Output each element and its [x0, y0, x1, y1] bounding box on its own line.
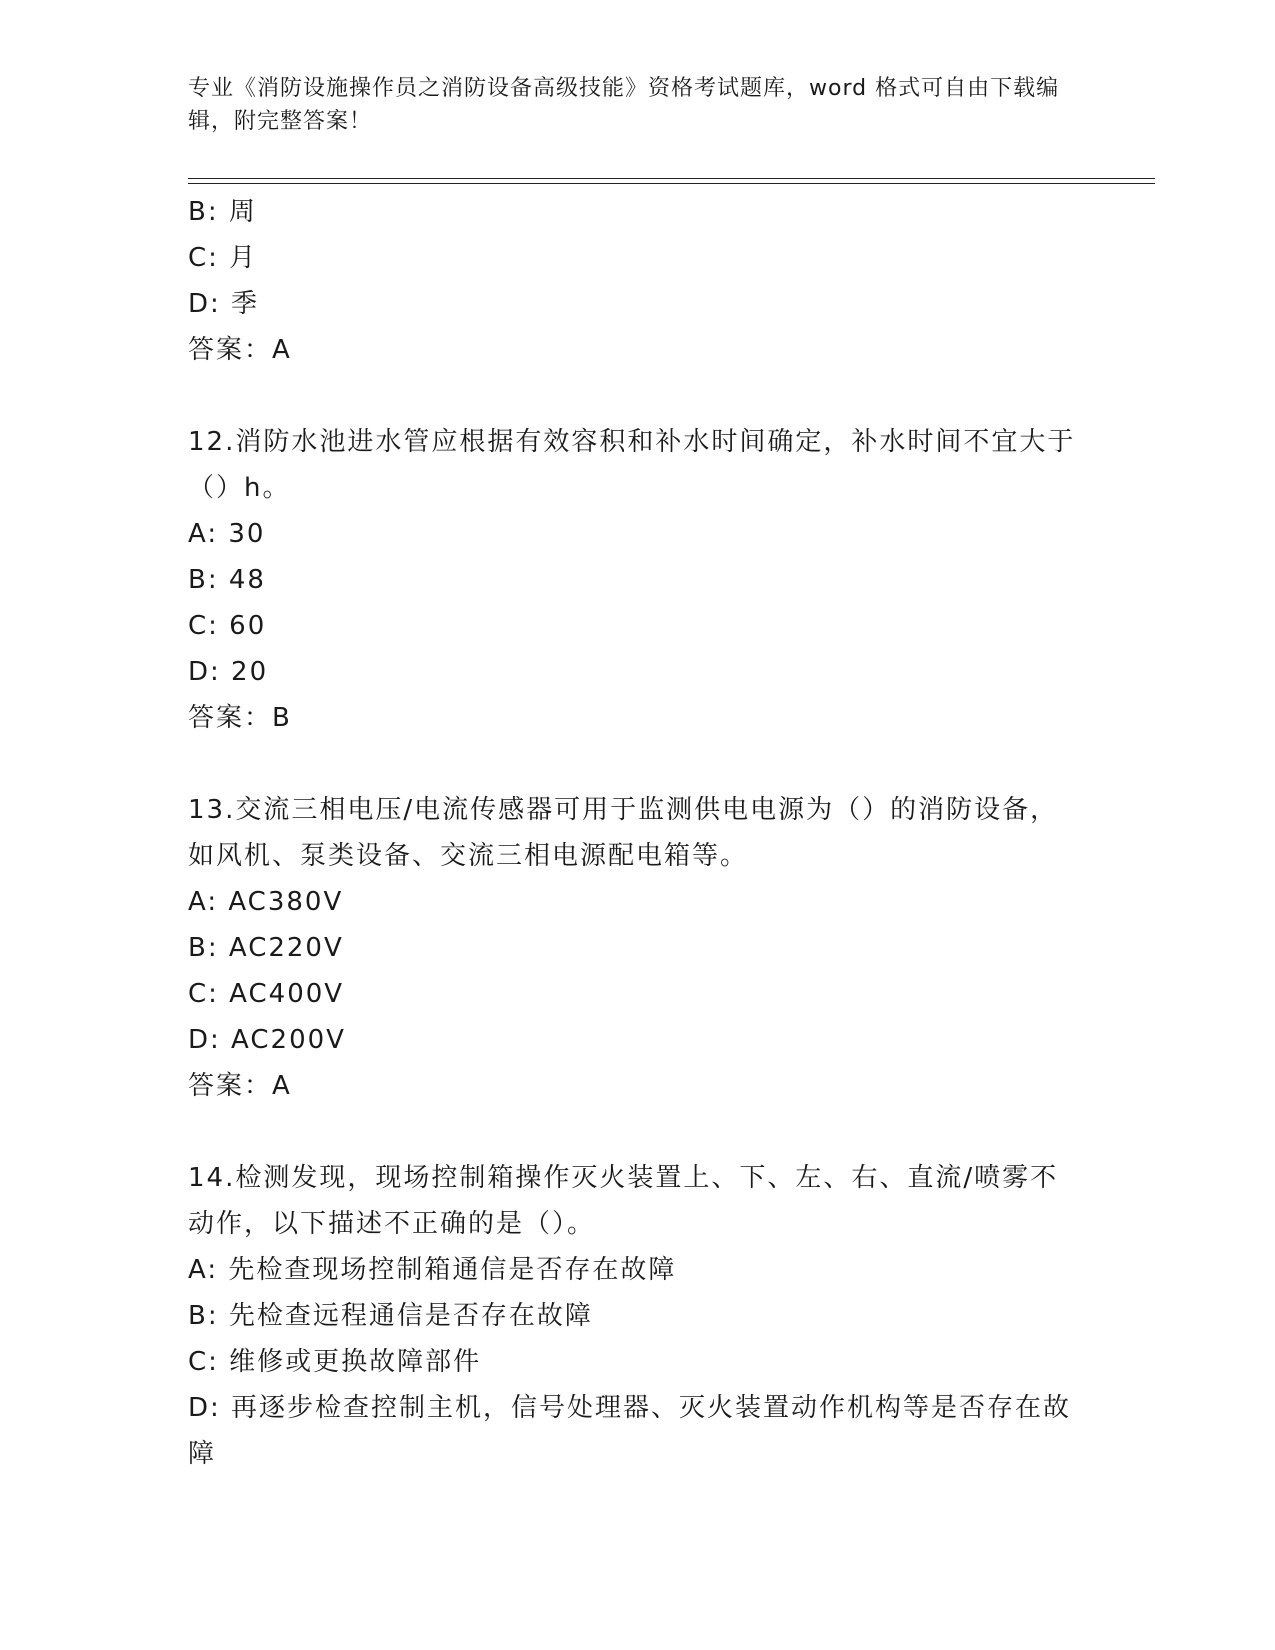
spacer: [188, 373, 1078, 419]
option-c: C: 维修或更换故障部件: [188, 1347, 482, 1377]
option-d: D: 再逐步检查控制主机，信号处理器、灭火装置动作机构等是否存在故障: [188, 1393, 1072, 1469]
header-divider-bottom: [188, 183, 1155, 184]
option-a: A: AC380V: [188, 887, 344, 917]
option-d: D: 20: [188, 657, 269, 687]
question-14: [188, 1155, 1078, 1477]
option-c: C: 60: [188, 611, 267, 641]
question-text: 14.检测发现，现场控制箱操作灭火装置上、下、左、右、直流/喷雾不动作，以下描述不正确的是（）。: [188, 1163, 1059, 1239]
spacer: [188, 1109, 1078, 1155]
question-11-tail: [188, 189, 1078, 373]
question-13: [188, 787, 1078, 1109]
option-d: D: AC200V: [188, 1025, 346, 1055]
answer: 答案：A: [188, 1071, 292, 1101]
header-divider-top: [188, 178, 1155, 179]
option-c: C: AC400V: [188, 979, 345, 1009]
option-b: B: 先检查远程通信是否存在故障: [188, 1301, 593, 1331]
option-b: B: 周: [188, 197, 257, 227]
answer: 答案：B: [188, 703, 292, 733]
question-12: [188, 419, 1078, 741]
option-a: A: 30: [188, 519, 266, 549]
option-c: C: 月: [188, 243, 258, 273]
document-header: 专业《消防设施操作员之消防设备高级技能》资格考试题库，word 格式可自由下载编辑，附完整答案！: [188, 76, 1060, 134]
spacer: [188, 741, 1078, 787]
option-a: A: 先检查现场控制箱通信是否存在故障: [188, 1255, 677, 1285]
question-list: [188, 189, 1078, 1477]
question-text: 12.消防水池进水管应根据有效容积和补水时间确定，补水时间不宜大于（）h。: [188, 427, 1076, 503]
answer: 答案：A: [188, 335, 292, 365]
question-text: 13.交流三相电压/电流传感器可用于监测供电电源为（）的消防设备，如风机、泵类设备、交流三相电源配电箱等。: [188, 795, 1059, 871]
option-d: D: 季: [188, 289, 260, 319]
option-b: B: AC220V: [188, 933, 344, 963]
option-b: B: 48: [188, 565, 266, 595]
